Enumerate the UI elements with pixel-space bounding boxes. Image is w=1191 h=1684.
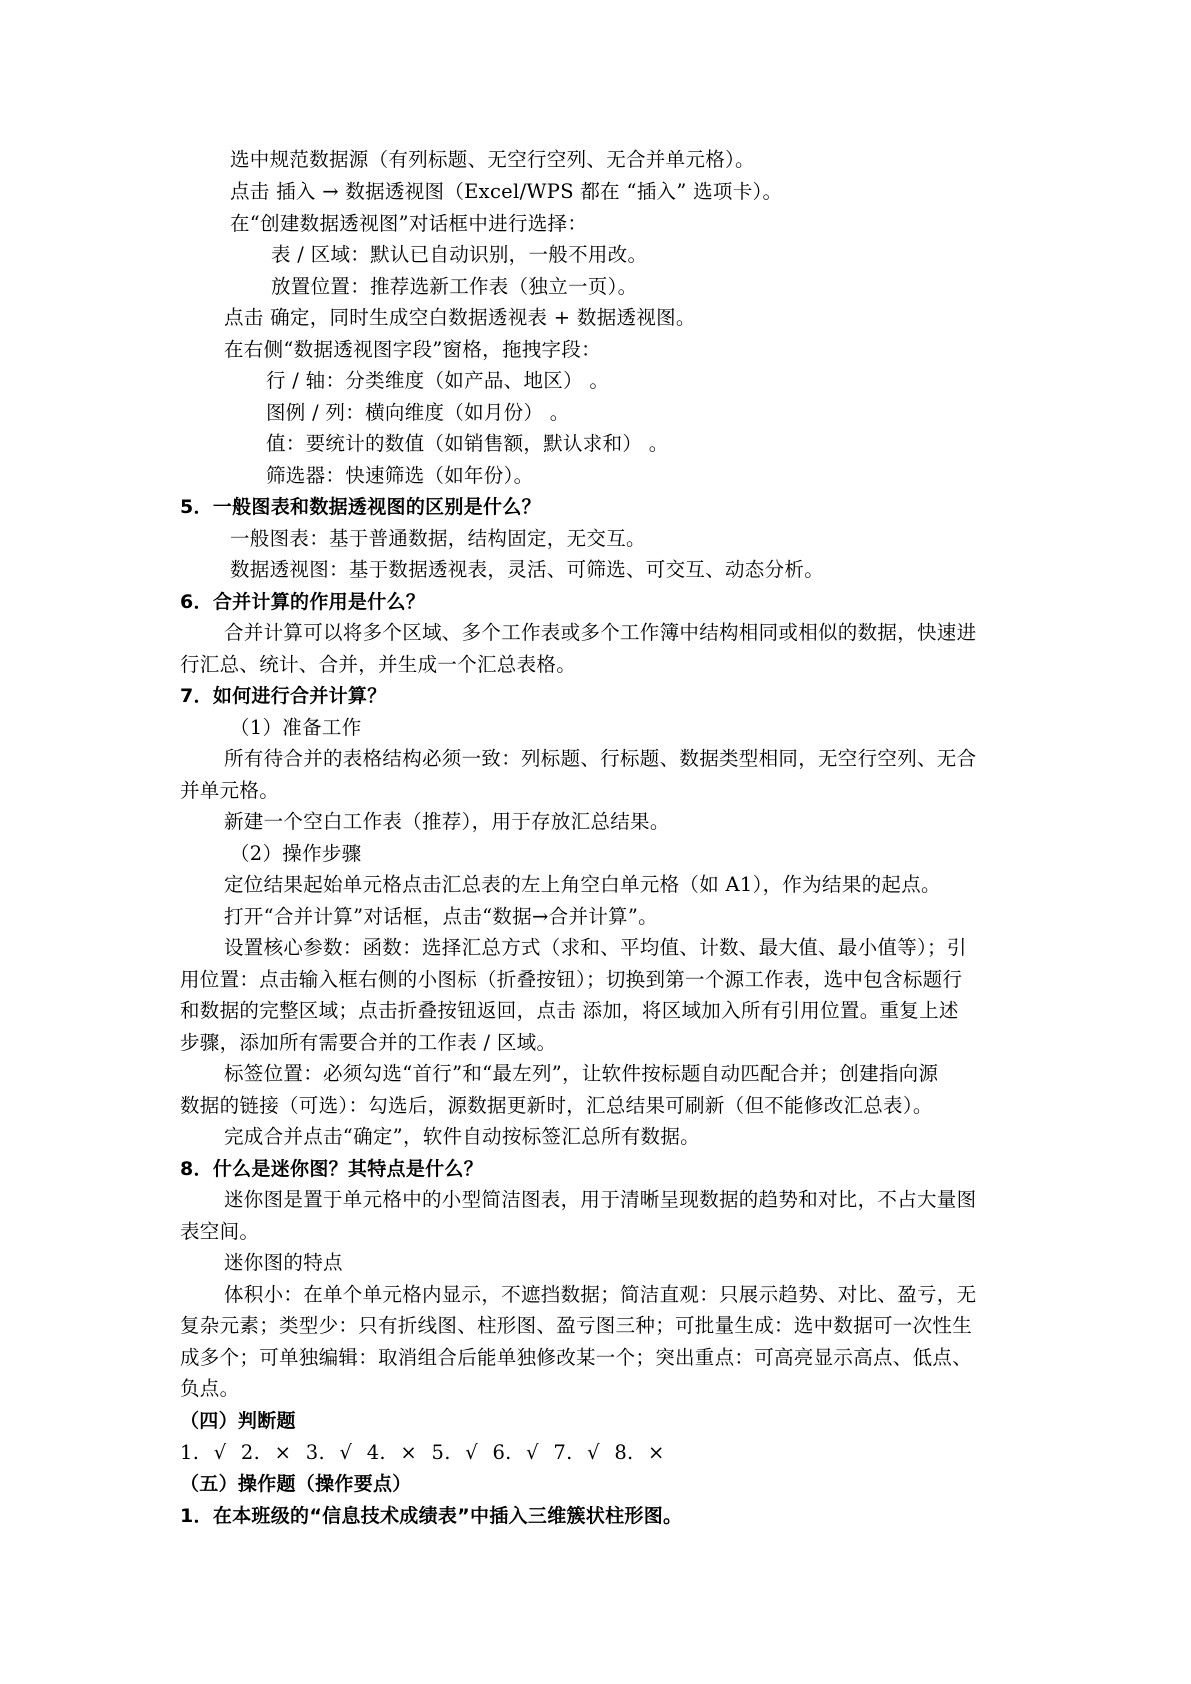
step-open-dialog: 打开“合并计算”对话框，点击“数据→合并计算”。 xyxy=(224,905,658,928)
answer-6-line-1: 合并计算可以将多个区域、多个工作表或多个工作簿中结构相同或相似的数据，快速进 xyxy=(224,621,977,644)
field-legend-column: 图例 / 列：横向维度（如月份） 。 xyxy=(266,401,570,424)
prep-line-1: 所有待合并的表格结构必须一致：列标题、行标题、数据类型相同，无空行空列、无合 xyxy=(224,747,977,770)
step-dialog-choose: 在“创建数据透视图”对话框中进行选择： xyxy=(230,212,588,235)
field-row-axis: 行 / 轴：分类维度（如产品、地区） 。 xyxy=(266,369,610,392)
section-operation-heading: （五）操作题（操作要点） xyxy=(180,1473,412,1495)
step-params-line-4: 步骤，添加所有需要合并的工作表 / 区域。 xyxy=(180,1031,557,1054)
answer-6-line-2: 行汇总、统计、合并，并生成一个汇总表格。 xyxy=(180,653,577,676)
features-line-3: 成多个；可单独编辑：取消组合后能单独修改某一个；突出重点：可高亮显示高点、低点、 xyxy=(180,1346,973,1369)
question-7-heading: 7．如何进行合并计算？ xyxy=(180,685,387,707)
answer-8-line-2: 表空间。 xyxy=(180,1220,260,1243)
step-params-line-1: 设置核心参数：函数：选择汇总方式（求和、平均值、计数、最大值、最小值等）；引 xyxy=(224,936,967,959)
field-values: 值：要统计的数值（如销售额，默认求和） 。 xyxy=(266,432,669,455)
prep-line-3: 新建一个空白工作表（推荐），用于存放汇总结果。 xyxy=(224,810,670,833)
operation-question-1: 1．在本班级的“信息技术成绩表”中插入三维簇状柱形图。 xyxy=(180,1505,683,1527)
option-table-range: 表 / 区域：默认已自动识别，一般不用改。 xyxy=(271,243,648,266)
true-false-answers: 1. √ 2. × 3. √ 4. × 5. √ 6. √ 7. √ 8. × xyxy=(180,1441,665,1464)
option-placement: 放置位置：推荐选新工作表（独立一页）。 xyxy=(271,275,638,298)
step-select-source: 选中规范数据源（有列标题、无空行空列、无合并单元格）。 xyxy=(230,148,755,171)
question-5-heading: 5．一般图表和数据透视图的区别是什么？ xyxy=(180,496,541,518)
sub-heading-steps: （2）操作步骤 xyxy=(230,842,362,865)
answer-8-line-1: 迷你图是置于单元格中的小型简洁图表，用于清晰呈现数据的趋势和对比，不占大量图 xyxy=(224,1188,977,1211)
sub-heading-sparkline-features: 迷你图的特点 xyxy=(224,1251,343,1274)
step-params-line-3: 和数据的完整区域；点击折叠按钮返回，点击 添加，将区域加入所有引用位置。重复上述 xyxy=(180,999,959,1022)
question-8-heading: 8．什么是迷你图？其特点是什么？ xyxy=(180,1158,484,1180)
section-true-false-heading: （四）判断题 xyxy=(180,1410,296,1432)
features-line-1: 体积小：在单个单元格内显示，不遮挡数据；简洁直观：只展示趋势、对比、盈亏，无 xyxy=(224,1283,977,1306)
answer-5-pivot-chart: 数据透视图：基于数据透视表，灵活、可筛选、可交互、动态分析。 xyxy=(230,558,825,581)
features-line-4: 负点。 xyxy=(180,1377,240,1400)
step-labels-line-2: 数据的链接（可选）：勾选后，源数据更新时，汇总结果可刷新（但不能修改汇总表）。 xyxy=(180,1094,933,1117)
field-filter: 筛选器：快速筛选（如年份）。 xyxy=(266,464,534,487)
answer-5-general-chart: 一般图表：基于普通数据，结构固定，无交互。 xyxy=(230,527,646,550)
step-locate-start-cell: 定位结果起始单元格点击汇总表的左上角空白单元格（如 A1），作为结果的起点。 xyxy=(224,873,941,896)
step-labels-line-1: 标签位置：必须勾选“首行”和“最左列”，让软件按标题自动匹配合并；创建指向源 xyxy=(224,1062,939,1085)
step-drag-fields: 在右侧“数据透视图字段”窗格，拖拽字段： xyxy=(224,338,601,361)
prep-line-2: 并单元格。 xyxy=(180,779,280,802)
step-click-insert: 点击 插入 → 数据透视图（Excel/WPS 都在 “插入” 选项卡）。 xyxy=(230,180,783,203)
step-finish: 完成合并点击“确定”，软件自动按标签汇总所有数据。 xyxy=(224,1125,700,1148)
features-line-2: 复杂元素；类型少：只有折线图、柱形图、盈亏图三种；可批量生成：选中数据可一次性生 xyxy=(180,1314,973,1337)
sub-heading-preparation: （1）准备工作 xyxy=(230,716,362,739)
step-params-line-2: 用位置：点击输入框右侧的小图标（折叠按钮）；切换到第一个源工作表，选中包含标题行 xyxy=(180,968,963,991)
step-confirm: 点击 确定，同时生成空白数据透视表 + 数据透视图。 xyxy=(224,306,696,329)
question-6-heading: 6．合并计算的作用是什么？ xyxy=(180,591,426,613)
